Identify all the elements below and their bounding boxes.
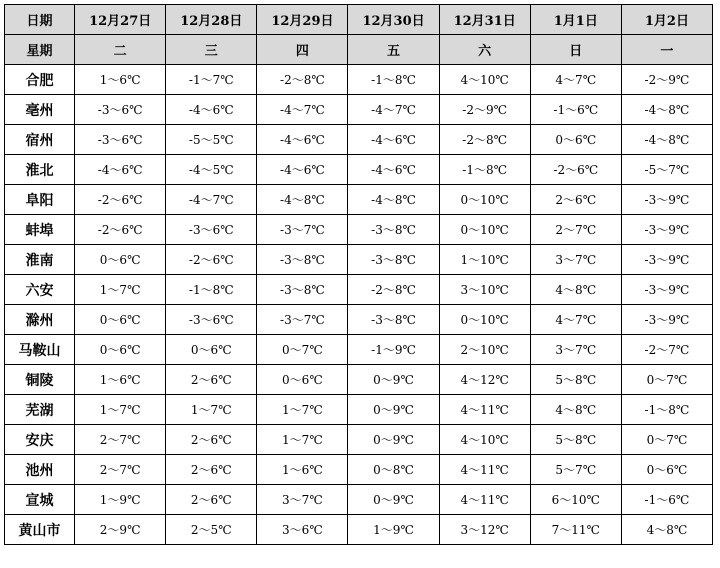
weekday-header-cell: 六 <box>439 35 530 65</box>
temperature-range-cell: -3～9℃ <box>621 275 712 305</box>
temperature-range-cell: 2～10℃ <box>439 335 530 365</box>
date-header-row <box>5 5 713 35</box>
temperature-range-cell: -4～6℃ <box>348 155 439 185</box>
temperature-range-cell: -3～8℃ <box>348 245 439 275</box>
temperature-range-cell: 2～6℃ <box>166 425 257 455</box>
temperature-range-cell: -2～6℃ <box>166 245 257 275</box>
weekday-header-cell: 一 <box>621 35 712 65</box>
temperature-range-cell: 2～7℃ <box>75 455 166 485</box>
temperature-range-cell: 0～6℃ <box>166 335 257 365</box>
temperature-range-cell: 0～7℃ <box>621 425 712 455</box>
temperature-range-cell: 3～12℃ <box>439 515 530 545</box>
date-header-cell: 12月31日 <box>439 5 530 35</box>
table-row <box>5 425 713 455</box>
date-header-label: 日期 <box>5 5 75 35</box>
city-name: 马鞍山 <box>5 335 75 365</box>
temperature-range-cell: -4～8℃ <box>257 185 348 215</box>
temperature-range-cell: 1～9℃ <box>348 515 439 545</box>
temperature-range-cell: 4～7℃ <box>530 65 621 95</box>
date-header-cell: 12月29日 <box>257 5 348 35</box>
temperature-range-cell: 3～7℃ <box>530 245 621 275</box>
temperature-range-cell: 4～11℃ <box>439 395 530 425</box>
weekday-header-cell: 四 <box>257 35 348 65</box>
temperature-range-cell: -5～5℃ <box>166 125 257 155</box>
temperature-range-cell: -5～7℃ <box>621 155 712 185</box>
temperature-range-cell: -1～9℃ <box>348 335 439 365</box>
temperature-range-cell: 0～9℃ <box>348 395 439 425</box>
weekday-header-label: 星期 <box>5 35 75 65</box>
temperature-range-cell: 2～5℃ <box>166 515 257 545</box>
temperature-range-cell: -3～7℃ <box>257 215 348 245</box>
temperature-range-cell: -4～6℃ <box>257 125 348 155</box>
temperature-range-cell: -3～6℃ <box>166 305 257 335</box>
temperature-range-cell: 4～10℃ <box>439 425 530 455</box>
temperature-range-cell: 1～6℃ <box>75 65 166 95</box>
table-row <box>5 215 713 245</box>
temperature-range-cell: -2～8℃ <box>439 125 530 155</box>
city-name: 六安 <box>5 275 75 305</box>
table-row <box>5 125 713 155</box>
city-name: 芜湖 <box>5 395 75 425</box>
temperature-range-cell: 4～10℃ <box>439 65 530 95</box>
temperature-range-cell: -1～6℃ <box>530 95 621 125</box>
temperature-range-cell: 2～7℃ <box>75 425 166 455</box>
temperature-range-cell: -2～6℃ <box>75 215 166 245</box>
city-name: 合肥 <box>5 65 75 95</box>
city-name: 池州 <box>5 455 75 485</box>
temperature-range-cell: -4～7℃ <box>166 185 257 215</box>
table-row <box>5 365 713 395</box>
temperature-range-cell: -1～8℃ <box>348 65 439 95</box>
temperature-range-cell: 1～10℃ <box>439 245 530 275</box>
city-name: 铜陵 <box>5 365 75 395</box>
table-row <box>5 245 713 275</box>
temperature-range-cell: -3～6℃ <box>166 215 257 245</box>
temperature-range-cell: -4～8℃ <box>348 185 439 215</box>
temperature-range-cell: 0～6℃ <box>75 245 166 275</box>
temperature-range-cell: -1～6℃ <box>621 485 712 515</box>
temperature-range-cell: 1～7℃ <box>257 425 348 455</box>
date-header-cell: 12月28日 <box>166 5 257 35</box>
temperature-range-cell: -2～9℃ <box>439 95 530 125</box>
temperature-range-cell: 1～6℃ <box>75 365 166 395</box>
temperature-range-cell: 0～10℃ <box>439 215 530 245</box>
temperature-range-cell: 1～7℃ <box>257 395 348 425</box>
temperature-range-cell: 2～6℃ <box>166 485 257 515</box>
temperature-range-cell: -4～6℃ <box>257 155 348 185</box>
temperature-range-cell: -4～8℃ <box>621 125 712 155</box>
table-row <box>5 335 713 365</box>
table-row <box>5 485 713 515</box>
city-name: 宿州 <box>5 125 75 155</box>
temperature-range-cell: -3～7℃ <box>257 305 348 335</box>
temperature-range-cell: 0～6℃ <box>257 365 348 395</box>
temperature-range-cell: 0～7℃ <box>621 365 712 395</box>
city-name: 蚌埠 <box>5 215 75 245</box>
temperature-range-cell: 1～6℃ <box>257 455 348 485</box>
temperature-range-cell: 0～6℃ <box>75 305 166 335</box>
table-row <box>5 95 713 125</box>
temperature-range-cell: 2～6℃ <box>530 185 621 215</box>
temperature-range-cell: -2～8℃ <box>348 275 439 305</box>
temperature-range-cell: 0～6℃ <box>75 335 166 365</box>
temperature-range-cell: -2～9℃ <box>621 65 712 95</box>
date-header-cell: 1月1日 <box>530 5 621 35</box>
temperature-range-cell: -3～8℃ <box>348 215 439 245</box>
temperature-range-cell: 0～10℃ <box>439 305 530 335</box>
temperature-range-cell: -3～9℃ <box>621 245 712 275</box>
temperature-range-cell: 4～12℃ <box>439 365 530 395</box>
temperature-range-cell: 0～9℃ <box>348 365 439 395</box>
temperature-range-cell: -2～6℃ <box>530 155 621 185</box>
city-name: 淮北 <box>5 155 75 185</box>
temperature-range-cell: 1～7℃ <box>166 395 257 425</box>
temperature-range-cell: -3～6℃ <box>75 95 166 125</box>
temperature-range-cell: 2～7℃ <box>530 215 621 245</box>
date-header-cell: 12月27日 <box>75 5 166 35</box>
forecast-rows <box>5 65 713 545</box>
weekday-header-cell: 日 <box>530 35 621 65</box>
temperature-range-cell: 0～10℃ <box>439 185 530 215</box>
temperature-range-cell: 3～7℃ <box>530 335 621 365</box>
temperature-range-cell: 5～8℃ <box>530 425 621 455</box>
table-row <box>5 515 713 545</box>
temperature-range-cell: -4～7℃ <box>348 95 439 125</box>
table-row <box>5 275 713 305</box>
city-name: 黄山市 <box>5 515 75 545</box>
city-name: 亳州 <box>5 95 75 125</box>
temperature-range-cell: 5～7℃ <box>530 455 621 485</box>
temperature-range-cell: 3～6℃ <box>257 515 348 545</box>
date-header-cell: 1月2日 <box>621 5 712 35</box>
city-name: 安庆 <box>5 425 75 455</box>
temperature-range-cell: 0～9℃ <box>348 425 439 455</box>
temperature-range-cell: -3～8℃ <box>257 275 348 305</box>
table-row <box>5 65 713 95</box>
table-row <box>5 455 713 485</box>
temperature-range-cell: -3～9℃ <box>621 215 712 245</box>
temperature-range-cell: -4～6℃ <box>348 125 439 155</box>
temperature-range-cell: 2～6℃ <box>166 365 257 395</box>
temperature-range-cell: -2～7℃ <box>621 335 712 365</box>
temperature-range-cell: 2～9℃ <box>75 515 166 545</box>
city-name: 淮南 <box>5 245 75 275</box>
temperature-range-cell: 0～9℃ <box>348 485 439 515</box>
weekday-header-cell: 三 <box>166 35 257 65</box>
temperature-range-cell: -3～8℃ <box>257 245 348 275</box>
temperature-range-cell: -1～8℃ <box>166 275 257 305</box>
temperature-range-cell: -4～6℃ <box>166 95 257 125</box>
temperature-range-cell: 4～7℃ <box>530 305 621 335</box>
temperature-range-cell: 4～8℃ <box>530 275 621 305</box>
temperature-range-cell: 4～8℃ <box>621 515 712 545</box>
city-name: 阜阳 <box>5 185 75 215</box>
weather-forecast-table <box>4 4 713 545</box>
temperature-range-cell: -4～6℃ <box>75 155 166 185</box>
weekday-header-cell: 二 <box>75 35 166 65</box>
temperature-range-cell: -1～7℃ <box>166 65 257 95</box>
table-row <box>5 185 713 215</box>
weekday-header-cell: 五 <box>348 35 439 65</box>
temperature-range-cell: -1～8℃ <box>439 155 530 185</box>
table-row <box>5 395 713 425</box>
temperature-range-cell: -2～6℃ <box>75 185 166 215</box>
temperature-range-cell: 4～11℃ <box>439 455 530 485</box>
temperature-range-cell: 1～9℃ <box>75 485 166 515</box>
temperature-range-cell: -4～7℃ <box>257 95 348 125</box>
table-row <box>5 305 713 335</box>
temperature-range-cell: 1～7℃ <box>75 395 166 425</box>
temperature-range-cell: 2～6℃ <box>166 455 257 485</box>
temperature-range-cell: 4～11℃ <box>439 485 530 515</box>
temperature-range-cell: 6～10℃ <box>530 485 621 515</box>
table-row <box>5 155 713 185</box>
temperature-range-cell: 7～11℃ <box>530 515 621 545</box>
temperature-range-cell: -2～8℃ <box>257 65 348 95</box>
temperature-range-cell: 0～8℃ <box>348 455 439 485</box>
temperature-range-cell: -4～5℃ <box>166 155 257 185</box>
city-name: 滁州 <box>5 305 75 335</box>
temperature-range-cell: 3～10℃ <box>439 275 530 305</box>
date-header-cell: 12月30日 <box>348 5 439 35</box>
weekday-header-row <box>5 35 713 65</box>
temperature-range-cell: -3～6℃ <box>75 125 166 155</box>
temperature-range-cell: -3～8℃ <box>348 305 439 335</box>
temperature-range-cell: -3～9℃ <box>621 185 712 215</box>
temperature-range-cell: 0～7℃ <box>257 335 348 365</box>
city-name: 宣城 <box>5 485 75 515</box>
temperature-range-cell: 5～8℃ <box>530 365 621 395</box>
temperature-range-cell: 3～7℃ <box>257 485 348 515</box>
temperature-range-cell: 0～6℃ <box>621 455 712 485</box>
temperature-range-cell: -4～8℃ <box>621 95 712 125</box>
temperature-range-cell: 1～7℃ <box>75 275 166 305</box>
temperature-range-cell: 4～8℃ <box>530 395 621 425</box>
temperature-range-cell: 0～6℃ <box>530 125 621 155</box>
temperature-range-cell: -1～8℃ <box>621 395 712 425</box>
temperature-range-cell: -3～9℃ <box>621 305 712 335</box>
